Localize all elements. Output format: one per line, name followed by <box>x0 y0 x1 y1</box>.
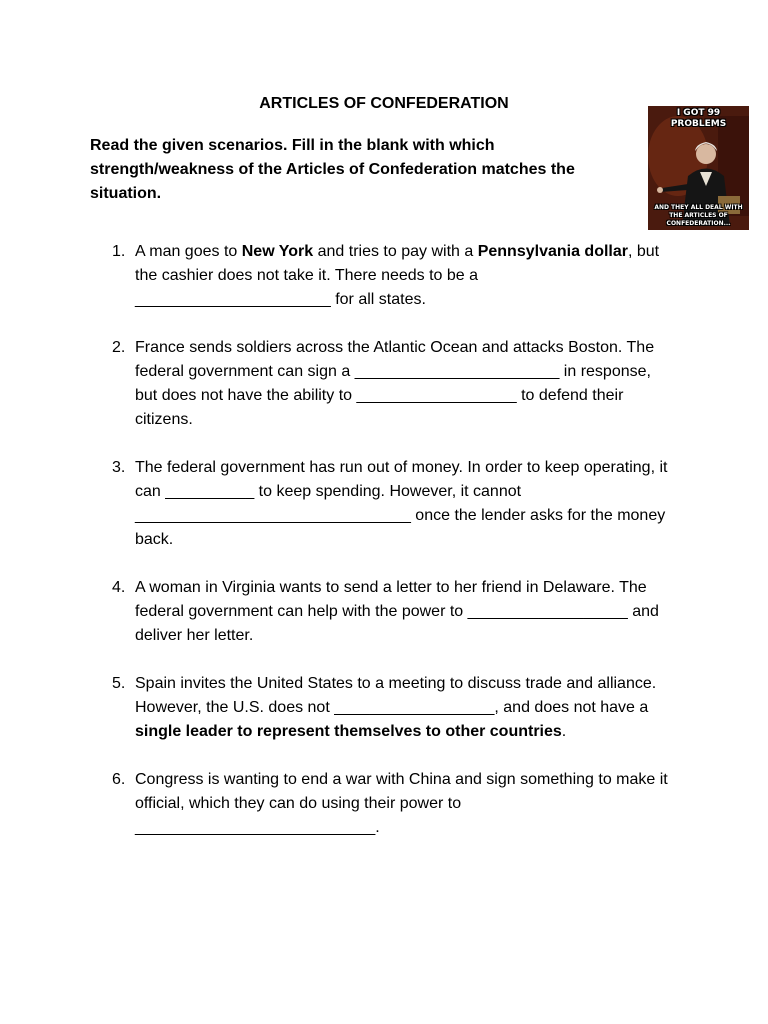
scenario-number: 1. <box>112 243 126 260</box>
meme-image <box>648 106 749 230</box>
scenario-text: . <box>561 723 567 740</box>
scenario-item <box>0 768 675 840</box>
scenario-text: A woman in Virginia wants to send a letter to her friend in Delaware. The federal government can help with the power to __________________ and deliver her letter. <box>135 579 659 644</box>
scenario-bold-text: New York <box>241 243 314 260</box>
instructions: Read the given scenarios. Fill in the blank with which strength/weakness of the Articles of Confederation matches the situation. <box>90 137 575 202</box>
scenario-text: and tries to pay with a <box>313 243 478 260</box>
scenario-item <box>0 576 675 648</box>
scenario-text: Congress is wanting to end a war with China and sign something to make it official, which they can do using their power to ___________________________. <box>135 771 668 836</box>
scenario-item <box>0 240 675 312</box>
scenario-text: France sends soldiers across the Atlantic Ocean and attacks Boston. The federal government can sign a _______________________ in response, but does not have the ability to __________________ to defend their citizens. <box>135 339 655 428</box>
scenario-number: 4. <box>112 579 126 596</box>
scenario-text: Spain invites the United States to a meeting to discuss trade and alliance. However, the U.S. does not __________________, and does not have a <box>135 675 657 716</box>
scenario-bold-text: single leader to represent themselves to other countries <box>135 723 562 740</box>
scenario-text: , but the cashier does not take it. There needs to be a ______________________ for all states. <box>135 243 660 308</box>
scenario-text: The federal government has run out of money. In order to keep operating, it can __________ to keep spending. However, it cannot _______________________________ once the lender asks for the money back. <box>135 459 668 548</box>
page-title: ARTICLES OF CONFEDERATION <box>259 95 509 112</box>
scenario-item <box>0 672 675 744</box>
meme-top-text: I GOT 99 PROBLEMS <box>670 108 727 129</box>
scenario-number: 2. <box>112 339 126 356</box>
scenario-list <box>0 240 768 864</box>
scenario-item <box>0 456 675 552</box>
scenario-bold-text: Pennsylvania dollar <box>477 243 628 260</box>
scenario-item <box>0 336 675 432</box>
scenario-text: A man goes to <box>135 243 242 260</box>
scenario-number: 5. <box>112 675 126 692</box>
scenario-number: 3. <box>112 459 126 476</box>
meme-bottom-text: AND THEY ALL DEAL WITH THE ARTICLES OF CONFEDERATION... <box>654 204 743 227</box>
scenario-number: 6. <box>112 771 126 788</box>
